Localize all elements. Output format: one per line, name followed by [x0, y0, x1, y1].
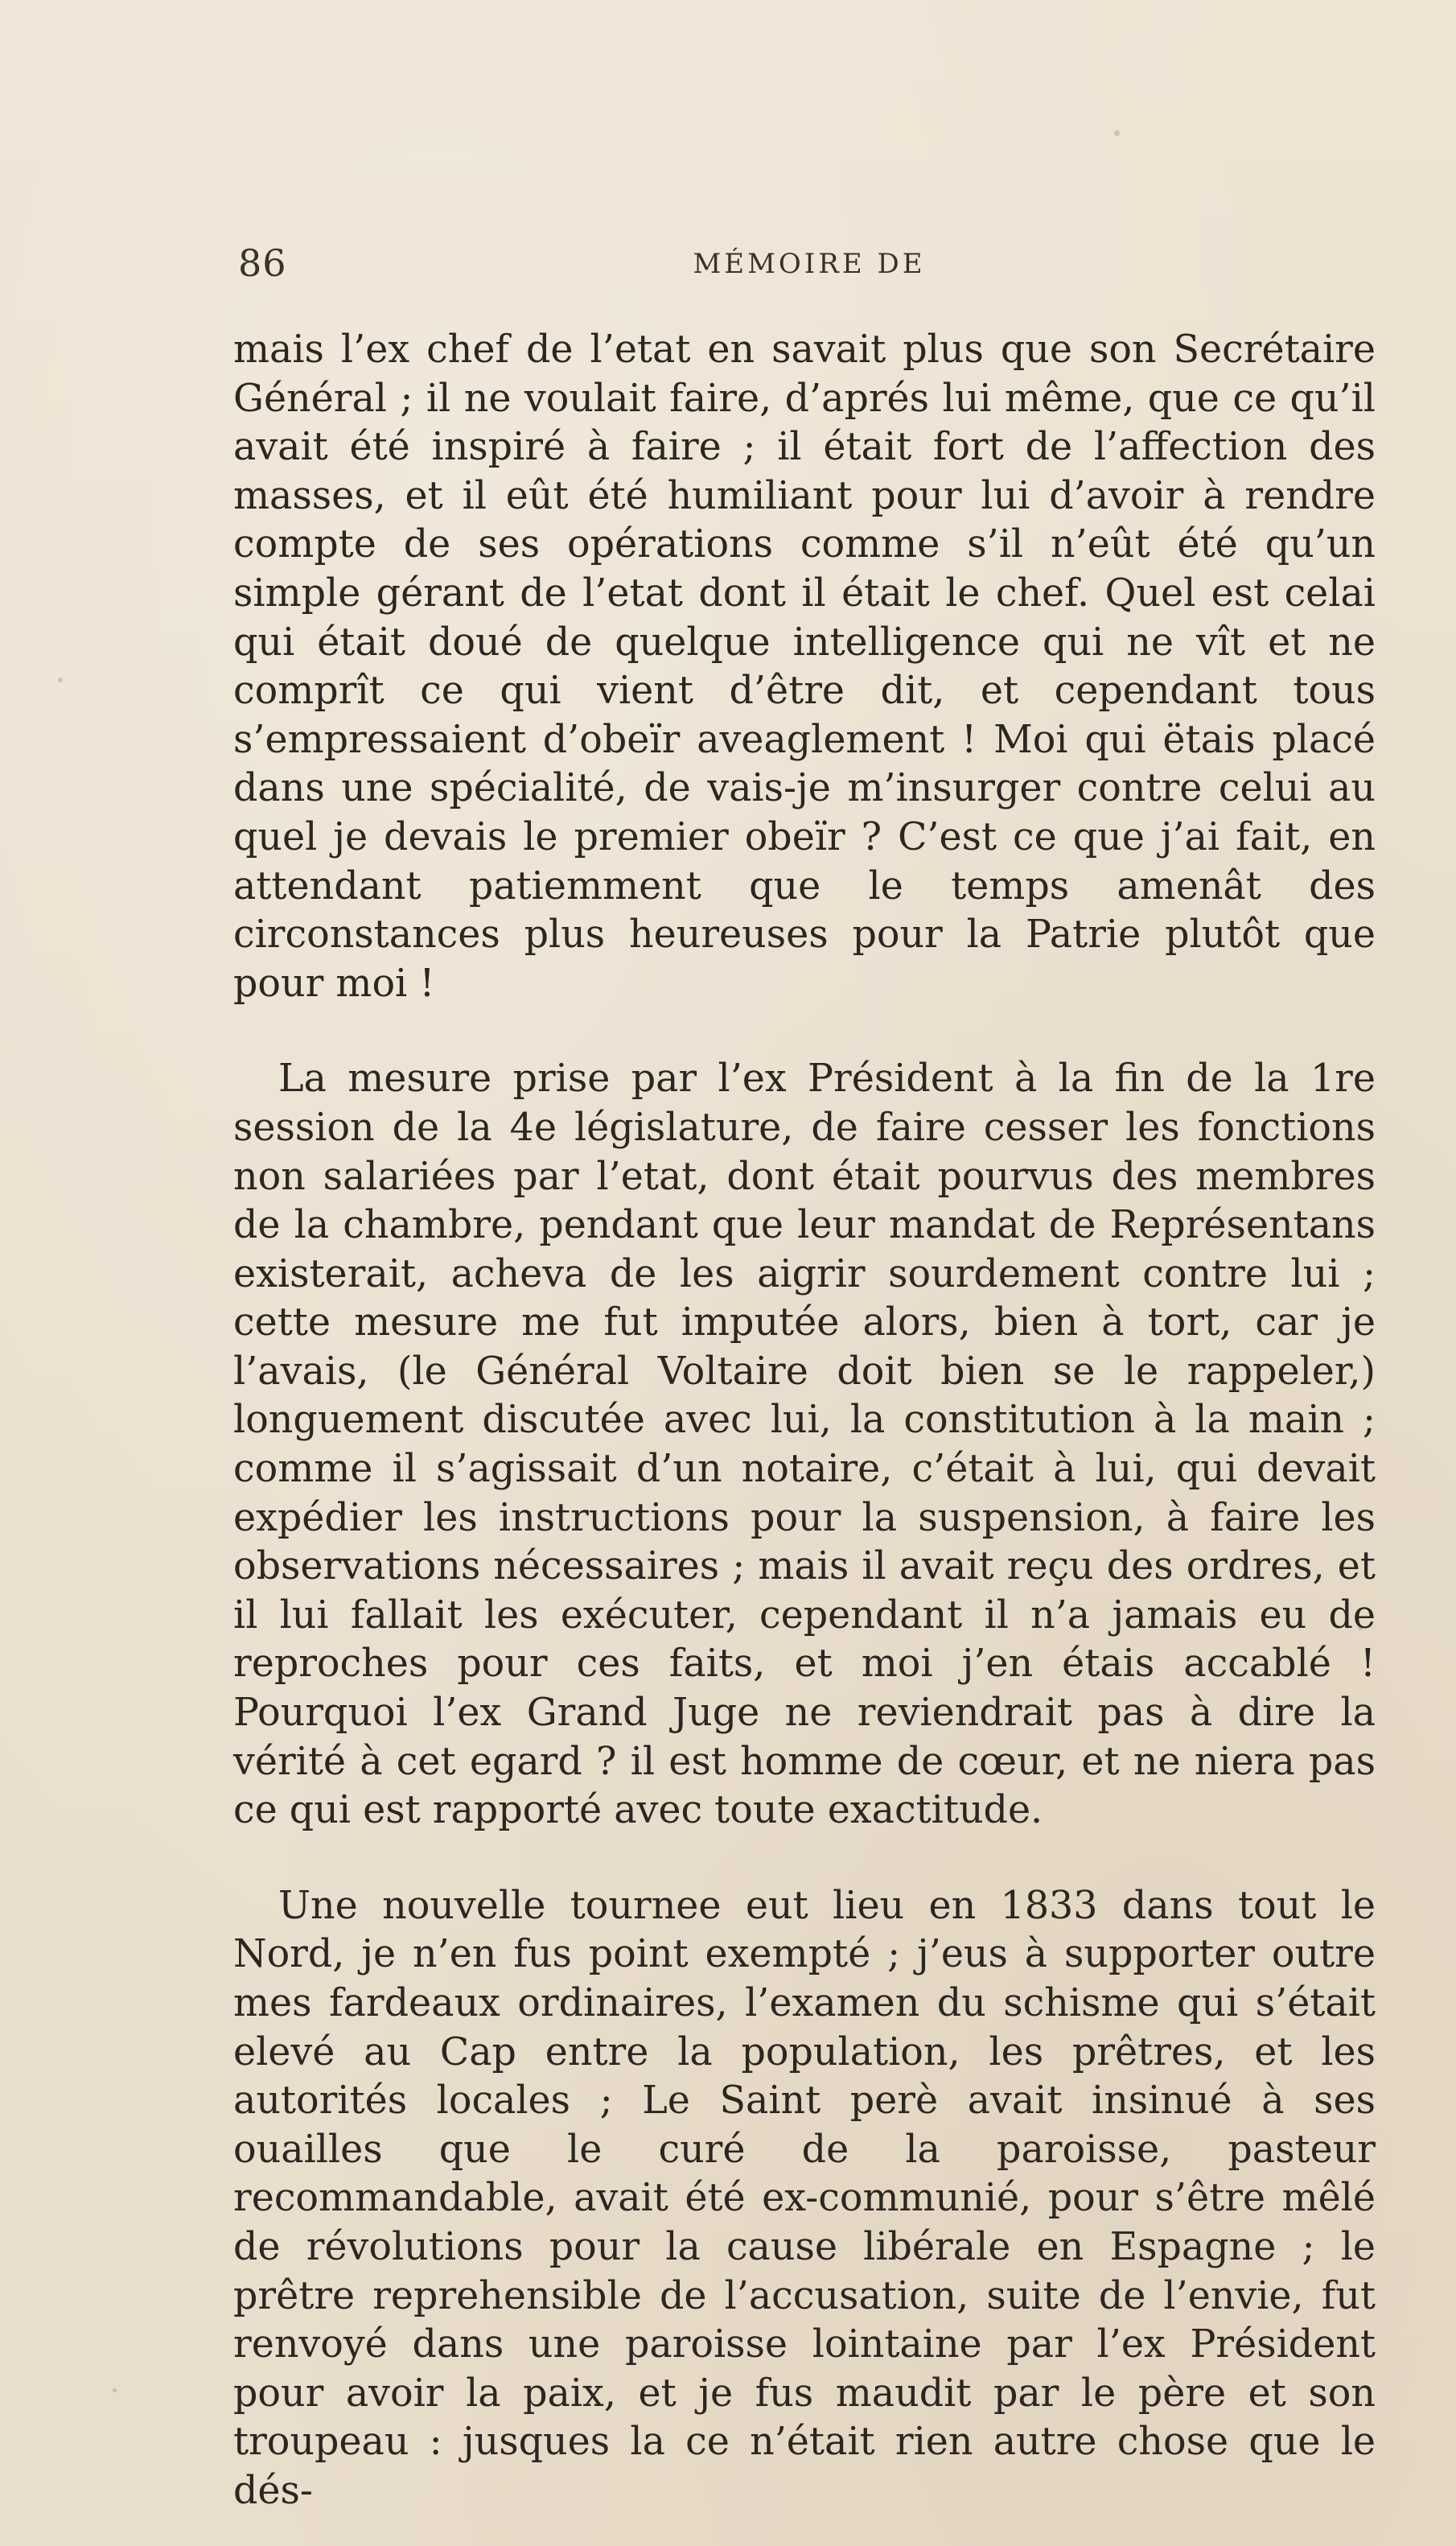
paragraph-3: Une nouvelle tournee eut lieu en 1833 dans tout le Nord, je n’en fus point exempté ; j’eus à supporter outre mes fardeaux ordinaires, l’examen du schisme qui s’était elevé au Cap entre la population, les prêtres, et les autorités locales ; Le Saint perè avait insinué à ses ouailles que le curé de la paroisse, pasteur recommandable, avait été ex-communié, pour s’être mêlé de révolutions pour la cause libérale en Espagne ; le prêtre reprehensible de l’accusation, suite de l’envie, fut renvoyé dans une paroisse lointaine par l’ex Président pour avoir la paix, et je fus maudit par le père et son troupeau : jusques la ce n’était rien autre chose que le dés- [233, 1883, 1376, 2513]
paragraph-gap [233, 1835, 1376, 1882]
ink-speck [1114, 130, 1120, 136]
paragraph-1: mais l’ex chef de l’etat en savait plus que son Secrétaire Général ; il ne voulait faire, d’aprés lui même, que ce qu’il avait été inspiré à faire ; il était fort de l’affection des masses, et il eût été humiliant pour lui d’avoir à rendre compte de ses opérations comme s’il n’eût été qu’un simple gérant de l’etat dont il était le chef. Quel est celai qui était doué de quelque intelligence qui ne vît et ne comprît ce qui vient d’être dit, et cependant tous s’empressaient d’obeïr aveaglement ! Moi qui ëtais placé dans une spécialité, de vais-je m’insurger contre celui au quel je devais le premier obeïr ? C’est ce que j’ai fait, en attendant patiemment que le temps amenât des circonstances plus heureuses pour la Patrie plutôt que pour moi ! [233, 328, 1376, 1006]
page-number: 86 [238, 241, 287, 285]
paragraph-gap [233, 1008, 1376, 1055]
running-head-title: MÉMOIRE DE [693, 248, 926, 280]
running-head [238, 241, 1380, 298]
ink-speck [58, 678, 63, 682]
ink-speck [113, 2388, 117, 2392]
body-text [233, 326, 1376, 2516]
paragraph-2: La mesure prise par l’ex Président à la fin de la 1re session de la 4e législature, de faire cesser les fonctions non salariées par l’etat, dont était pourvus des membres de la chambre, pendant que leur mandat de Représentans existerait, acheva de les aigrir sourdement contre lui ; cette mesure me fut imputée alors, bien à tort, car je l’avais, (le Général Voltaire doit bien se le rappeler,) longuement discutée avec lui, la constitution à la main ; comme il s’agissait d’un notaire, c’était à lui, qui devait expédier les instructions pour la suspension, à faire les observations nécessaires ; mais il avait reçu des ordres, et il lui fallait les exécuter, cependant il n’a jamais eu de reproches pour ces faits, et moi j’en étais accablé ! Pourquoi l’ex Grand Juge ne reviendrait pas à dire la vérité à cet egard ? il est homme de cœur, et ne niera pas ce qui est rapporté avec toute exactitude. [233, 1057, 1376, 1833]
